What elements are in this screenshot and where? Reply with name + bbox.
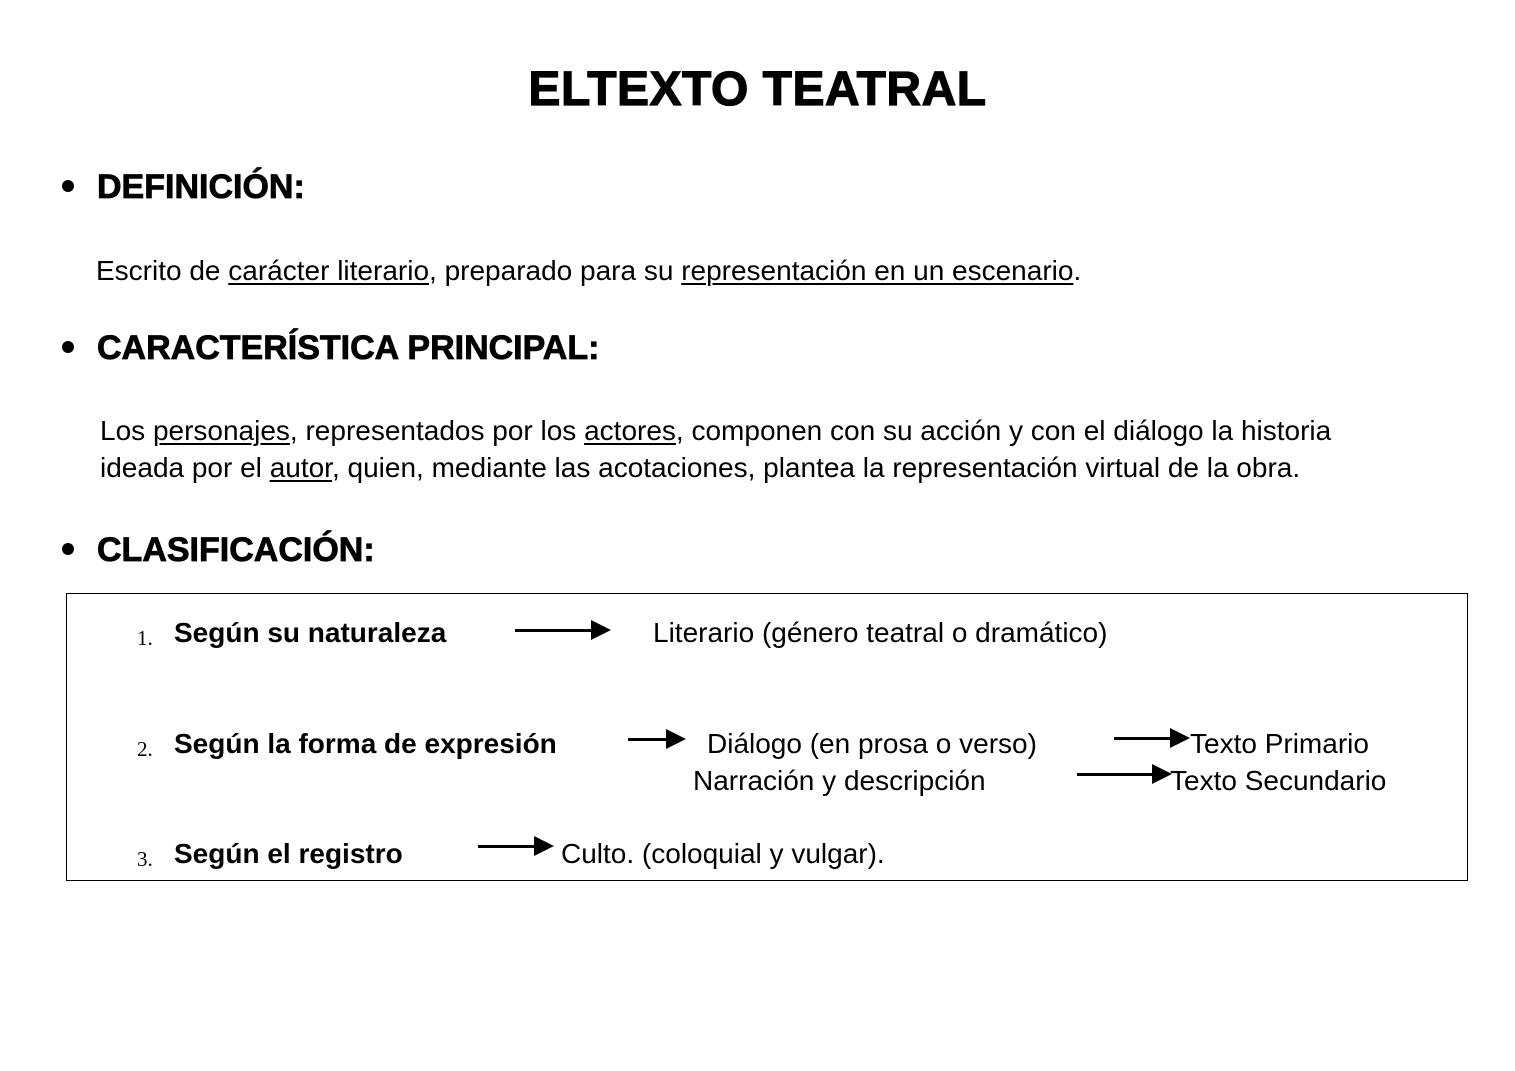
main-feature-line-2 xyxy=(100,449,1331,486)
main-feature-text-part: , componen con su acción y con el diálogo la historia xyxy=(675,415,1332,446)
main-feature-text-part: , representados por los xyxy=(289,415,585,446)
definition-text xyxy=(96,252,1081,289)
item-number: 1. xyxy=(137,626,153,650)
definition-heading-label: DEFINICIÓN: xyxy=(97,168,305,206)
item-value: Culto. (coloquial y vulgar). xyxy=(561,838,885,869)
item-result: Texto Primario xyxy=(1190,728,1369,759)
item-result: Texto Secundario xyxy=(1170,765,1387,796)
main-feature-underlined-term: actores xyxy=(584,415,676,446)
definition-text-part: , preparado para su xyxy=(429,255,682,286)
main-feature-text-part: , quien, mediante las acotaciones, plantea la representación virtual de la obra. xyxy=(331,452,1301,483)
item-criterion: Según la forma de expresión xyxy=(174,728,557,759)
main-feature-heading-label: CARACTERÍSTICA PRINCIPAL: xyxy=(97,329,600,367)
arrow-icon xyxy=(515,620,611,642)
item-value: Literario (género teatral o dramático) xyxy=(653,617,1108,648)
item-value: Diálogo (en prosa o verso) xyxy=(707,728,1037,759)
definition-heading xyxy=(62,168,305,207)
main-feature-text xyxy=(100,412,1331,486)
arrow-icon xyxy=(478,836,554,858)
definition-underlined-term: carácter literario xyxy=(228,255,430,286)
bullet-icon xyxy=(62,543,74,555)
page-title: ELTEXTO TEATRAL xyxy=(528,63,987,116)
definition-text-part: . xyxy=(1073,255,1082,286)
main-feature-text-part: ideada por el xyxy=(100,452,270,483)
item-number: 2. xyxy=(137,737,153,761)
main-feature-heading xyxy=(62,329,599,368)
arrow-icon xyxy=(1114,728,1190,750)
arrow-icon xyxy=(628,729,686,751)
definition-text-part: Escrito de xyxy=(96,255,229,286)
main-feature-line-1 xyxy=(100,412,1331,449)
item-criterion: Según el registro xyxy=(174,838,403,869)
main-feature-underlined-term: autor xyxy=(269,452,332,483)
main-feature-text-part: Los xyxy=(100,415,153,446)
classification-heading xyxy=(62,531,375,570)
main-feature-underlined-term: personajes xyxy=(152,415,290,446)
bullet-icon xyxy=(62,180,74,192)
arrow-icon xyxy=(1077,764,1172,786)
item-value: Narración y descripción xyxy=(693,765,986,796)
bullet-icon xyxy=(62,341,74,353)
classification-heading-label: CLASIFICACIÓN: xyxy=(97,531,375,569)
item-number: 3. xyxy=(137,847,153,871)
definition-underlined-term: representación en un escenario xyxy=(681,255,1074,286)
item-criterion: Según su naturaleza xyxy=(174,617,447,648)
